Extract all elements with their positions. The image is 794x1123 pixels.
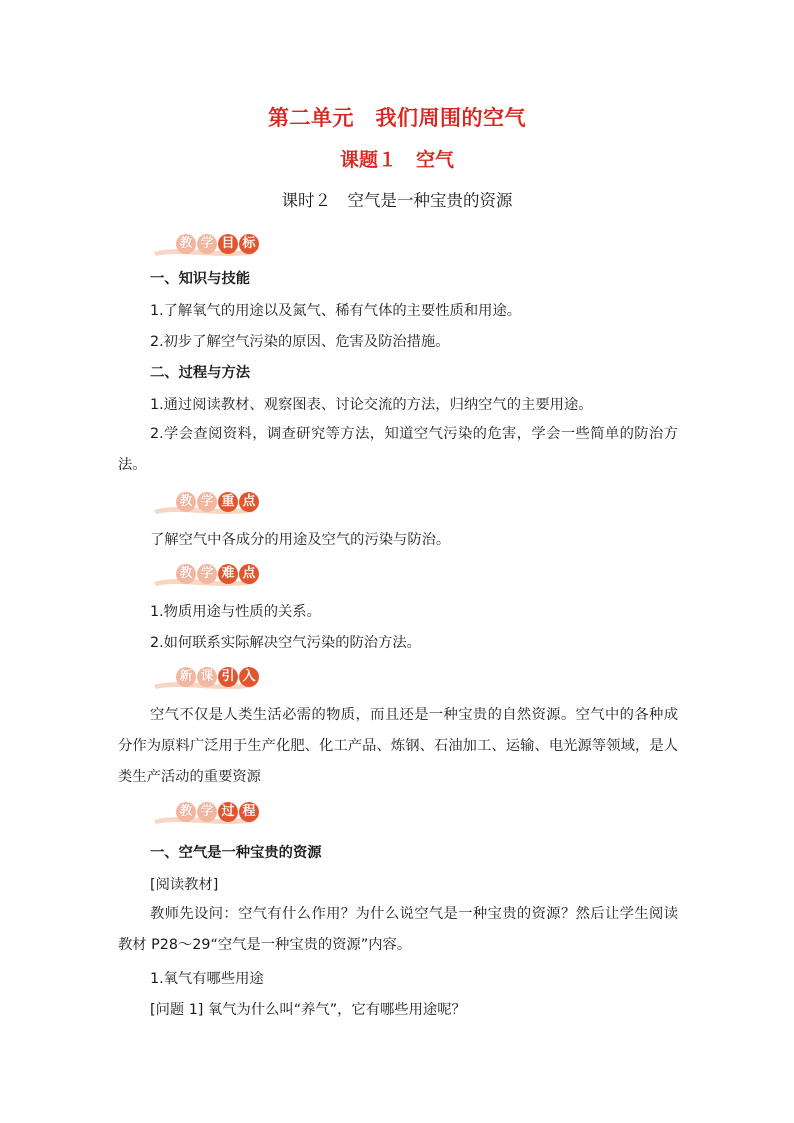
badge-char: 学 [197,802,217,822]
badge-teaching-goals [150,232,260,258]
badge-process [150,800,260,826]
goals-item-1: 1.了解氧气的用途以及氮气、稀有气体的主要性质和用途。 [150,303,522,319]
key-points-text: 了解空气中各成分的用途及空气的污染与防治。 [150,532,451,548]
process-section1-heading: 一、空气是一种宝贵的资源 [150,845,322,861]
difficulties-item-2: 2.如何联系实际解决空气污染的防治方法。 [150,635,421,651]
badge-char: 引 [218,667,238,687]
badge-char: 教 [176,492,196,512]
badge-key-points [150,490,260,516]
difficulties-item-1: 1.物质用途与性质的关系。 [150,604,321,620]
badge-char: 目 [218,234,238,254]
badge-char: 教 [176,234,196,254]
goals-item-2: 2.初步了解空气污染的原因、危害及防治措施。 [150,334,450,350]
badge-char: 教 [176,802,196,822]
process-question-1: [问题 1] 氧气为什么叫“养气”，它有哪些用途呢？ [150,1002,466,1018]
badge-char: 课 [197,667,217,687]
process-paragraph: 教师先设问：空气有什么作用？为什么说空气是一种宝贵的资源？然后让学生阅读教材 P28～29“空气是一种宝贵的资源”内容。 [118,906,678,953]
read-textbook-label: [阅读教材] [150,877,219,893]
badge-char: 入 [239,667,259,687]
badge-char: 点 [239,564,259,584]
badge-difficulties [150,562,260,588]
goals-item-3: 1.通过阅读教材、观察图表、讨论交流的方法，归纳空气的主要用途。 [150,397,593,413]
badge-char: 程 [239,802,259,822]
badge-char: 难 [218,564,238,584]
lesson-title: 课时２ 空气是一种宝贵的资源 [281,191,513,210]
intro-paragraph: 空气不仅是人类生活必需的物质，而且还是一种宝贵的自然资源。空气中的各种成分作为原料广泛用于生产化肥、化工产品、炼钢、石油加工、运输、电光源等领域，是人类生产活动的重要资源 [118,707,678,785]
goals-item-4: 2.学会查阅资料，调查研究等方法，知道空气污染的危害，学会一些简单的防治方法。 [118,426,678,473]
topic-title: 课题１ 空气 [339,149,454,171]
badge-intro [150,665,260,691]
goals-section2-heading: 二、过程与方法 [150,365,251,381]
badge-char: 教 [176,564,196,584]
badge-char: 学 [197,492,217,512]
badge-char: 点 [239,492,259,512]
unit-title: 第二单元 我们周围的空气 [268,106,526,130]
badge-char: 标 [239,234,259,254]
badge-char: 重 [218,492,238,512]
badge-char: 学 [197,234,217,254]
badge-char: 学 [197,564,217,584]
badge-char: 新 [176,667,196,687]
goals-section1-heading: 一、知识与技能 [150,271,251,287]
badge-char: 过 [218,802,238,822]
process-sub-1: 1.氧气有哪些用途 [150,971,264,987]
